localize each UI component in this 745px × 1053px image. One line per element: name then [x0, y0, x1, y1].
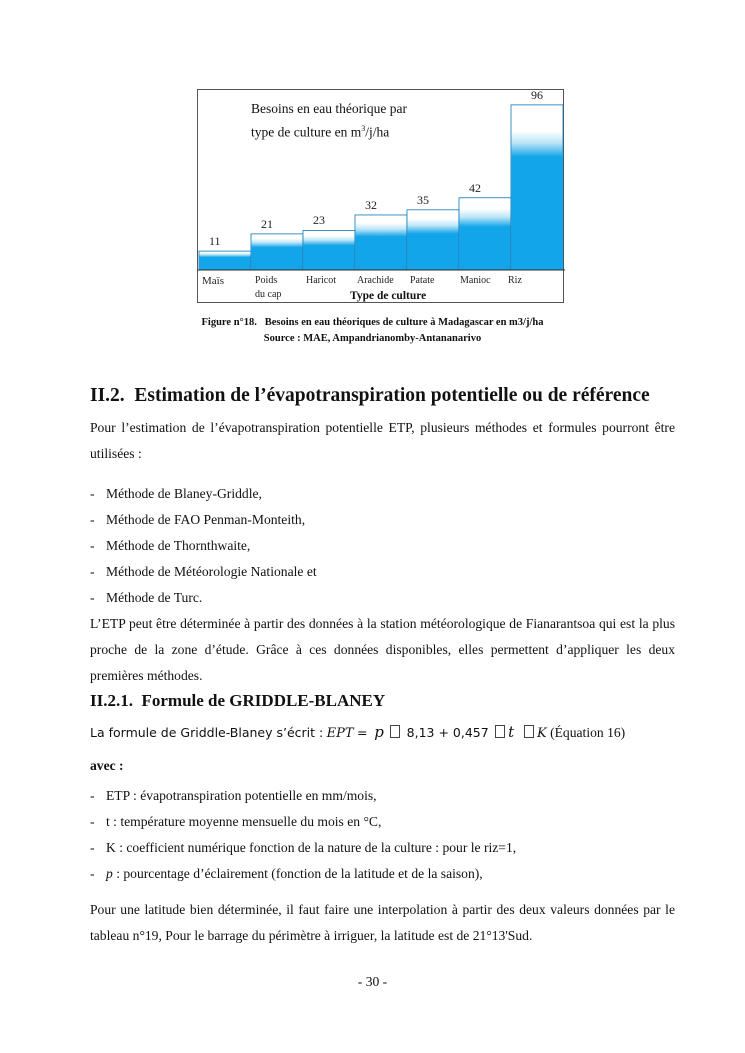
definition-item: - K : coefficient numérique fonction de la nature de la culture : pour le riz=1,: [90, 840, 517, 855]
subsection-heading: II.2.1. Formule de GRIDDLE-BLANEY: [90, 691, 386, 710]
intro-paragraph: Pour l’estimation de l’évapotranspiration potentielle ETP, plusieurs méthodes et formules pourront être utilisées :: [90, 420, 675, 461]
x-tick-label: Poids du cap: [255, 275, 282, 300]
definition-item: - ETP : évapotranspiration potentielle en mm/mois,: [90, 788, 377, 803]
method-item: - Méthode de FAO Penman-Monteith,: [90, 512, 306, 527]
bar-6: [459, 198, 511, 270]
water-needs-chart: [197, 89, 564, 303]
figure-source: Source : MAE, Ampandrianomby-Antananarivo: [263, 333, 482, 344]
x-tick-label: Arachide: [357, 275, 394, 286]
x-tick-label: Patate: [410, 275, 435, 286]
bar-3: [303, 230, 355, 270]
definition-item: - t : température moyenne mensuelle du mois en °C,: [90, 814, 382, 829]
bar-value-label: 11: [209, 234, 221, 249]
etp-paragraph: L’ETP peut être déterminée à partir des données à la station météorologique de Fianarantsoa qui est la plus proche de la zone d’étude. Grâce à ces données disponibles, elles permettent d’appliquer les deux premières méthodes.: [90, 616, 675, 683]
bar-value-label: 23: [313, 213, 325, 228]
section-heading: II.2. Estimation de l’évapotranspiration potentielle ou de référence: [90, 385, 650, 406]
method-item: - Méthode de Thornthwaite,: [90, 538, 251, 553]
bar-value-label: 35: [417, 192, 429, 207]
definition-item: - p : pourcentage d’éclairement (fonction de la latitude et de la saison),: [90, 866, 483, 881]
method-item: - Méthode de Blaney-Griddle,: [90, 486, 262, 501]
method-item: - Méthode de Météorologie Nationale et: [90, 564, 317, 579]
x-tick-label: Maïs: [202, 275, 224, 287]
x-tick-label: Riz: [508, 275, 522, 286]
chart-title-line2: type de culture en $m^3/j/ha$: [251, 124, 390, 140]
bar-value-label: 32: [365, 197, 377, 212]
page-number: - 30 -: [357, 974, 388, 989]
missing-glyph-icon: [495, 725, 505, 738]
x-tick-label: Manioc: [460, 275, 491, 286]
closing-paragraph: Pour une latitude bien déterminée, il faut faire une interpolation à partir des deux valeurs données par le tableau n°19, Pour le barrage du périmètre à irriguer, la latitude est de 21°13'Sud.: [90, 902, 675, 943]
bar-4: [355, 215, 407, 270]
avec-label: avec :: [90, 758, 124, 773]
missing-glyph-icon: [524, 725, 534, 738]
bar-2: [251, 234, 303, 270]
chart-title-line1: Besoins en eau théorique par: [251, 101, 407, 116]
x-tick-label: Haricot: [306, 275, 336, 286]
bar-value-label: 96: [531, 87, 543, 102]
missing-glyph-icon: [390, 725, 400, 738]
figure-caption: Figure n°18. Besoins en eau théoriques de culture à Madagascar en m3/j/ha: [201, 317, 544, 328]
chart-x-axis-label: Type de culture: [350, 290, 427, 302]
bar-7: [511, 105, 563, 270]
chart-title: [251, 99, 407, 143]
method-item: - Méthode de Turc.: [90, 590, 203, 605]
bar-value-label: 42: [469, 180, 481, 195]
bar-1: [199, 251, 251, 270]
bar-value-label: 21: [261, 216, 273, 231]
bar-5: [407, 210, 459, 270]
griddle-blaney-formula: La formule de Griddle-Blaney s’écrit : EPT = p 8,13 + 0,457 t K (Équation 16): [90, 723, 626, 741]
